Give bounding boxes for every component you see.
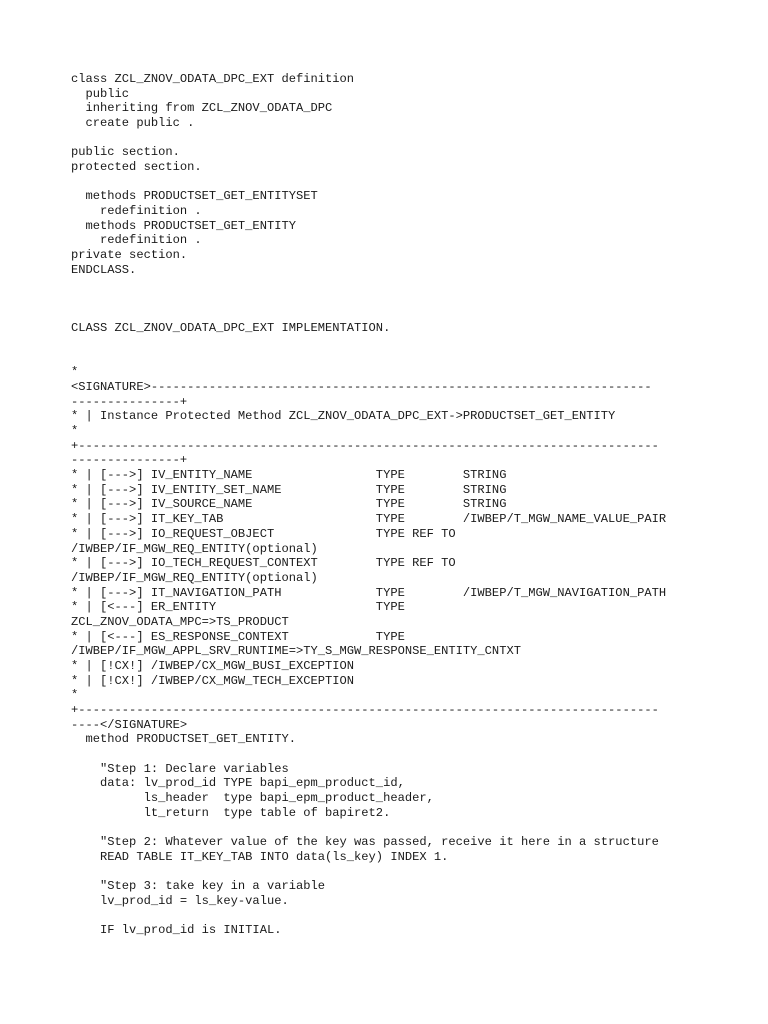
code-line <box>71 336 731 351</box>
code-line: * | [--->] IV_ENTITY_NAME TYPE STRING <box>71 468 507 483</box>
code-line: <SIGNATURE>--------------------------------------------------------------------- <box>71 380 652 395</box>
code-line: CLASS ZCL_ZNOV_ODATA_DPC_EXT IMPLEMENTATION. <box>71 321 391 336</box>
code-line: methods PRODUCTSET_GET_ENTITYSET <box>71 189 318 204</box>
code-line: * | Instance Protected Method ZCL_ZNOV_ODATA_DPC_EXT->PRODUCTSET_GET_ENTITY <box>71 409 616 424</box>
code-line: class ZCL_ZNOV_ODATA_DPC_EXT definition <box>71 72 355 86</box>
code-line: IF lv_prod_id is INITIAL. <box>71 922 282 937</box>
code-line: READ TABLE IT_KEY_TAB INTO data(ls_key) INDEX 1. <box>71 849 449 864</box>
code-line: +-------------------------------------------------------------------------------- <box>71 702 659 717</box>
code-line <box>71 864 731 879</box>
code-line: inheriting from ZCL_ZNOV_ODATA_DPC <box>71 101 333 116</box>
code-line: methods PRODUCTSET_GET_ENTITY <box>71 218 296 233</box>
code-line: * | [<---] ES_RESPONSE_CONTEXT TYPE <box>71 629 405 644</box>
code-document <box>71 72 731 938</box>
code-line: ZCL_ZNOV_ODATA_MPC=>TS_PRODUCT <box>71 614 289 629</box>
code-line: method PRODUCTSET_GET_ENTITY. <box>71 732 296 747</box>
code-line: * | [<---] ER_ENTITY TYPE <box>71 600 405 615</box>
code-line: ---------------+ <box>71 453 188 468</box>
code-line: * <box>71 424 79 439</box>
code-line <box>71 131 731 146</box>
code-line: public <box>71 86 130 101</box>
code-line: "Step 3: take key in a variable <box>71 878 326 893</box>
code-line: * | [--->] IT_KEY_TAB TYPE /IWBEP/T_MGW_NAME_VALUE_PAIR <box>71 512 667 527</box>
code-line: /IWBEP/IF_MGW_REQ_ENTITY(optional) <box>71 541 318 556</box>
code-line <box>71 908 731 923</box>
code-line <box>71 820 731 835</box>
code-line <box>71 351 731 366</box>
code-line: redefinition . <box>71 204 202 219</box>
code-line: * <box>71 365 79 380</box>
code-line <box>71 175 731 190</box>
code-line: "Step 2: Whatever value of the key was passed, receive it here in a structure <box>71 834 659 849</box>
code-line: * <box>71 688 79 703</box>
code-line: +-------------------------------------------------------------------------------- <box>71 438 659 453</box>
code-line: * | [--->] IV_SOURCE_NAME TYPE STRING <box>71 497 507 512</box>
code-line: * | [--->] IO_TECH_REQUEST_CONTEXT TYPE REF TO <box>71 556 456 571</box>
code-line: lt_return type table of bapiret2. <box>71 805 391 820</box>
code-line: /IWBEP/IF_MGW_APPL_SRV_RUNTIME=>TY_S_MGW_RESPONSE_ENTITY_CNTXT <box>71 644 521 659</box>
code-line: data: lv_prod_id TYPE bapi_epm_product_id, <box>71 776 405 791</box>
code-line: ENDCLASS. <box>71 262 137 277</box>
code-line: ---------------+ <box>71 394 188 409</box>
code-line: * | [--->] IV_ENTITY_SET_NAME TYPE STRING <box>71 482 507 497</box>
code-line: lv_prod_id = ls_key-value. <box>71 893 289 908</box>
code-line: protected section. <box>71 160 202 175</box>
code-line <box>71 292 731 307</box>
code-line: /IWBEP/IF_MGW_REQ_ENTITY(optional) <box>71 570 318 585</box>
code-line: * | [!CX!] /IWBEP/CX_MGW_TECH_EXCEPTION <box>71 673 355 688</box>
code-line: private section. <box>71 248 188 263</box>
code-line: * | [--->] IO_REQUEST_OBJECT TYPE REF TO <box>71 526 456 541</box>
code-line <box>71 307 731 322</box>
code-line: create public . <box>71 116 195 131</box>
code-line: redefinition . <box>71 233 202 248</box>
code-line <box>71 747 731 762</box>
code-line: public section. <box>71 145 180 160</box>
code-line: ----</SIGNATURE> <box>71 717 188 732</box>
code-line: ls_header type bapi_epm_product_header, <box>71 790 434 805</box>
code-line: * | [!CX!] /IWBEP/CX_MGW_BUSI_EXCEPTION <box>71 658 355 673</box>
code-line: * | [--->] IT_NAVIGATION_PATH TYPE /IWBEP/T_MGW_NAVIGATION_PATH <box>71 585 667 600</box>
code-line: "Step 1: Declare variables <box>71 761 289 776</box>
code-line <box>71 277 731 292</box>
